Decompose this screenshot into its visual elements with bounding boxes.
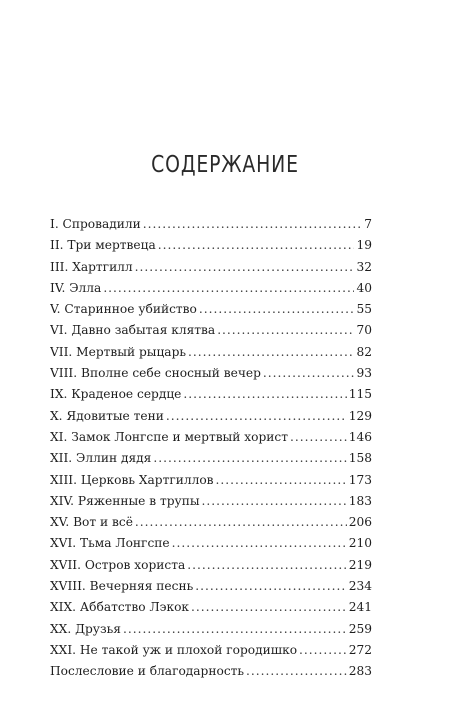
toc-entry-page: 55 bbox=[356, 302, 372, 317]
toc-entry bbox=[50, 342, 372, 363]
toc-entry-title: II. Три мертвеца bbox=[50, 238, 156, 253]
toc-entry-title: XIV. Ряженные в трупы bbox=[50, 493, 200, 508]
toc-entry-title: VII. Мертвый рыцарь bbox=[50, 344, 187, 359]
toc-entry-title: XIX. Аббатство Лэкок bbox=[50, 600, 190, 615]
toc-entry-title: Послесловие и благодарность bbox=[50, 664, 245, 679]
toc-entry-page: 7 bbox=[364, 217, 372, 231]
toc-entry bbox=[50, 661, 372, 682]
toc-entry bbox=[50, 363, 372, 384]
toc-entry-title: XVI. Тьма Лонгспе bbox=[50, 536, 170, 551]
toc-entry-page: 82 bbox=[356, 344, 372, 359]
dot-leader bbox=[202, 491, 347, 512]
toc-entry-page: 210 bbox=[348, 536, 372, 551]
toc-entry-title: XIII. Церковь Хартгиллов bbox=[50, 472, 214, 487]
toc-entry-title: IX. Краденое сердце bbox=[50, 387, 182, 402]
toc-entry bbox=[50, 299, 372, 320]
toc-entry-page: 283 bbox=[348, 664, 372, 679]
dot-leader bbox=[153, 448, 346, 469]
toc-entry-title: XV. Вот и всё bbox=[50, 515, 133, 530]
toc-entry-page: 93 bbox=[356, 366, 372, 381]
toc-entry-page: 158 bbox=[348, 451, 372, 466]
toc-entry-page: 234 bbox=[348, 579, 372, 594]
dot-leader bbox=[187, 555, 346, 576]
toc-entry-title: IV. Элла bbox=[50, 280, 102, 295]
toc-entry bbox=[50, 597, 372, 618]
toc-entry-page: 272 bbox=[348, 642, 372, 657]
dot-leader bbox=[216, 470, 347, 491]
toc-entry-page: 19 bbox=[356, 238, 372, 253]
toc-entry bbox=[50, 235, 372, 256]
toc-entry-title: XVIII. Вечерняя песнь bbox=[50, 579, 194, 594]
toc-entry bbox=[50, 512, 372, 533]
toc-entry bbox=[50, 427, 372, 448]
toc-entry bbox=[50, 257, 372, 278]
toc-entry bbox=[50, 640, 372, 661]
dot-leader bbox=[123, 619, 347, 640]
page-title: СОДЕРЖАНИЕ bbox=[151, 152, 299, 178]
toc-entry-title: I. Спровадили bbox=[50, 217, 141, 231]
toc-entry bbox=[50, 555, 372, 576]
dot-leader bbox=[143, 214, 362, 235]
toc-entry-page: 219 bbox=[348, 557, 372, 572]
dot-leader bbox=[299, 640, 347, 661]
toc-entry bbox=[50, 214, 372, 235]
dot-leader bbox=[188, 342, 354, 363]
toc-entry-title: XII. Эллин дядя bbox=[50, 451, 152, 466]
dot-leader bbox=[135, 257, 355, 278]
toc-entry bbox=[50, 491, 372, 512]
dot-leader bbox=[183, 384, 346, 405]
toc-entry-title: VIII. Вполне себе сносный вечер bbox=[50, 366, 261, 381]
toc-entry bbox=[50, 320, 372, 341]
toc-entry-page: 241 bbox=[348, 600, 372, 615]
toc-entry-page: 70 bbox=[356, 323, 372, 338]
toc-entry-page: 115 bbox=[348, 387, 372, 402]
toc-entry bbox=[50, 448, 372, 469]
dot-leader bbox=[263, 363, 355, 384]
dot-leader bbox=[195, 576, 347, 597]
toc-entry-title: V. Старинное убийство bbox=[50, 302, 197, 317]
toc-entry bbox=[50, 278, 372, 299]
toc-entry-page: 173 bbox=[348, 472, 372, 487]
dot-leader bbox=[135, 512, 347, 533]
toc-entry bbox=[50, 619, 372, 640]
dot-leader bbox=[103, 278, 354, 299]
toc-entry-page: 40 bbox=[356, 280, 372, 295]
dot-leader bbox=[290, 427, 347, 448]
toc-entry-page: 206 bbox=[348, 515, 372, 530]
toc-entry-page: 146 bbox=[348, 429, 372, 444]
toc-entry-title: III. Хартгилл bbox=[50, 259, 133, 274]
dot-leader bbox=[172, 533, 347, 554]
dot-leader bbox=[199, 299, 355, 320]
toc-entry bbox=[50, 384, 372, 405]
toc-entry-page: 129 bbox=[348, 408, 372, 423]
toc-entry bbox=[50, 470, 372, 491]
toc-entry-page: 32 bbox=[356, 259, 372, 274]
toc-entry-title: XVII. Остров хориста bbox=[50, 557, 186, 572]
toc-entry-title: XI. Замок Лонгспе и мертвый хорист bbox=[50, 429, 288, 444]
toc-entry bbox=[50, 406, 372, 427]
dot-leader bbox=[217, 320, 354, 341]
toc-entry-title: VI. Давно забытая клятва bbox=[50, 323, 216, 338]
toc-entry bbox=[50, 533, 372, 554]
toc-entry-title: XXI. Не такой уж и плохой городишко bbox=[50, 642, 298, 657]
toc-entry-title: XX. Друзья bbox=[50, 621, 121, 636]
dot-leader bbox=[191, 597, 347, 618]
toc-entry-title: X. Ядовитые тени bbox=[50, 408, 164, 423]
dot-leader bbox=[246, 661, 347, 682]
toc-entry bbox=[50, 576, 372, 597]
toc-entry-page: 259 bbox=[348, 621, 372, 636]
dot-leader bbox=[166, 406, 347, 427]
table-of-contents bbox=[50, 214, 372, 683]
toc-entry-page: 183 bbox=[348, 493, 372, 508]
dot-leader bbox=[158, 235, 355, 256]
